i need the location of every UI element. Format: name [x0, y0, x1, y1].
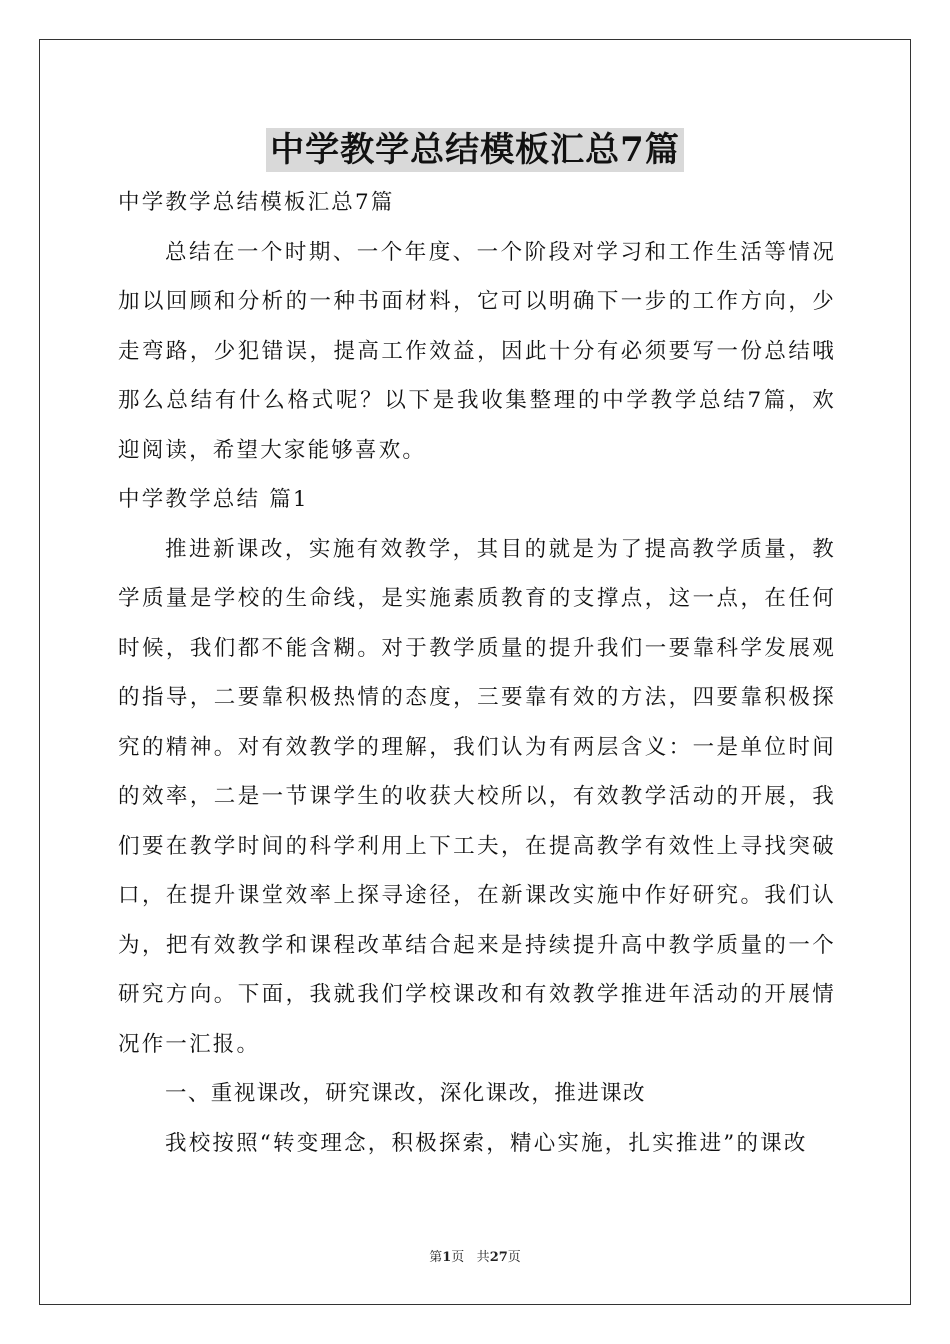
paragraph-subtitle: 中学教学总结模板汇总7篇 [118, 190, 395, 215]
total-suffix: 页 [507, 1250, 521, 1265]
total-prefix: 共 [476, 1250, 490, 1265]
page-prefix: 第 [429, 1250, 443, 1265]
page-number: 1 [442, 1250, 452, 1265]
section-heading: 中学教学总结 篇1 [118, 487, 309, 512]
paragraph-body: 推进新课改，实施有效教学，其目的就是为了提高教学质量，教学质量是学校的生命线，是实施素质教育的支撑点，这一点，在任何时候，我们都不能含糊。对于教学质量的提升我们一要靠科学发展观的指导，二要靠积极热情的态度，三要靠有效的方法，四要靠积极探究的精神。对有效教学的理解，我们认为有两层含义：一是单位时间的效率，二是一节课学生的收获大校所以，有效教学活动的开展，我们要在教学时间的科学利用上下工夫，在提高教学有效性上寻找突破口，在提升课堂效率上探寻途径，在新课改实施中作好研究。我们认为，把有效教学和课程改革结合起来是持续提升高中教学质量的一个研究方向。下面，我就我们学校课改和有效教学推进年活动的开展情况作一汇报。 [118, 536, 836, 1057]
subsection-heading: 一、重视课改，研究课改，深化课改，推进课改 [165, 1081, 646, 1106]
document-title: 中学教学总结模板汇总7篇 [266, 128, 684, 172]
paragraph-intro: 总结在一个时期、一个年度、一个阶段对学习和工作生活等情况加以回顾和分析的一种书面材料，它可以明确下一步的工作方向，少走弯路，少犯错误，提高工作效益，因此十分有必须要写一份总结哦那么总结有什么格式呢？以下是我收集整理的中学教学总结7篇，欢迎阅读，希望大家能够喜欢。 [118, 239, 836, 463]
page-suffix: 页 [451, 1250, 465, 1265]
page-footer [0, 1249, 950, 1267]
total-pages: 27 [489, 1250, 508, 1265]
title-wrap [0, 128, 950, 172]
paragraph-continued: 我校按照“转变理念，积极探索，精心实施，扎实推进”的课改 [165, 1130, 808, 1156]
document-body [118, 178, 836, 1168]
